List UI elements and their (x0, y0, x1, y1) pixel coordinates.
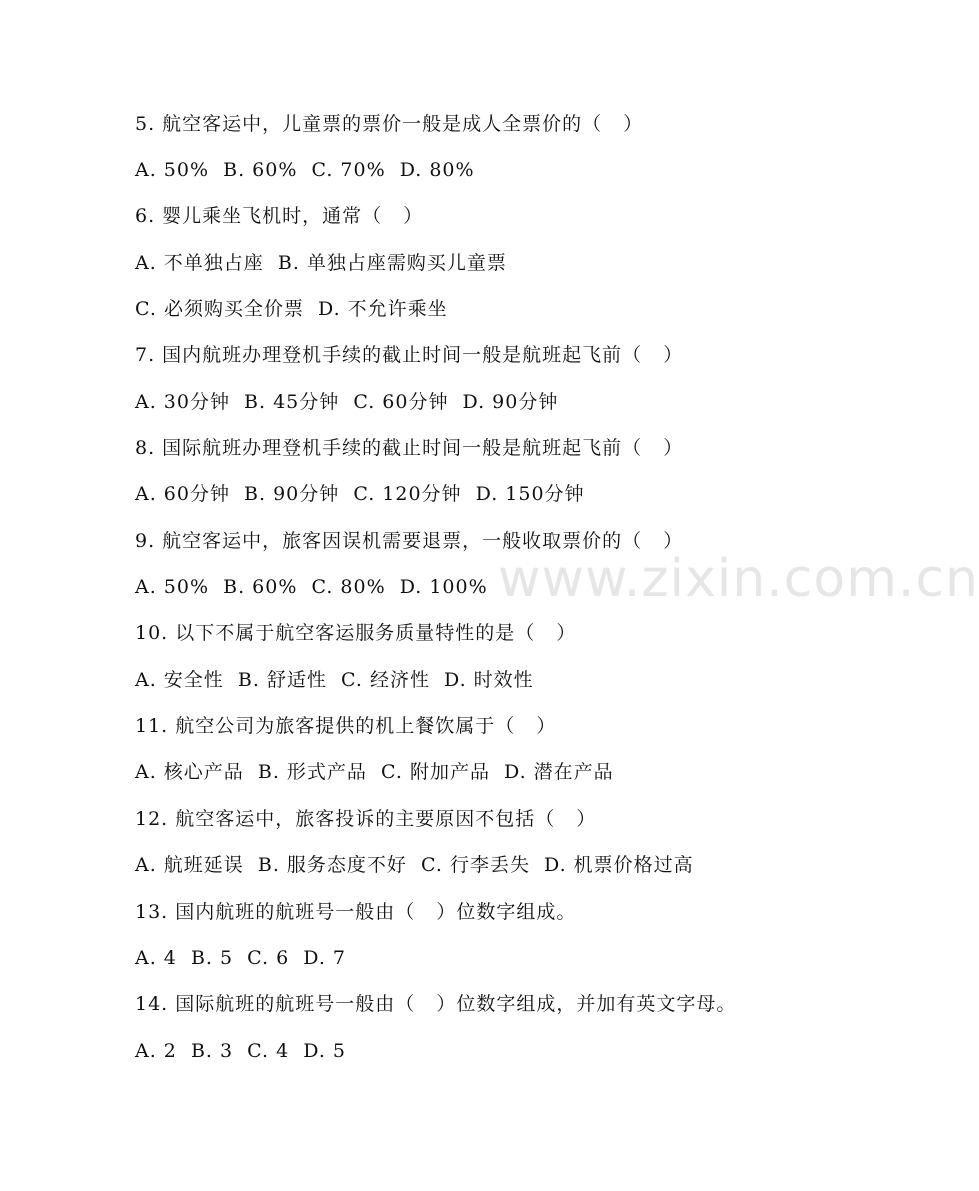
question-13-options: A. 4 B. 5 C. 6 D. 7 (135, 947, 347, 969)
question-14: 14. 国际航班的航班号一般由（ ）位数字组成，并加有英文字母。 (135, 993, 737, 1015)
question-7-options: A. 30分钟 B. 45分钟 C. 60分钟 D. 90分钟 (135, 391, 559, 413)
question-10: 10. 以下不属于航空客运服务质量特性的是（ ） (135, 622, 577, 644)
question-11: 11. 航空公司为旅客提供的机上餐饮属于（ ） (135, 715, 557, 737)
question-6-options-cd: C. 必须购买全价票 D. 不允许乘坐 (135, 298, 448, 320)
question-14-options: A. 2 B. 3 C. 4 D. 5 (135, 1040, 347, 1062)
question-8: 8. 国际航班办理登机手续的截止时间一般是航班起飞前（ ） (135, 437, 684, 459)
question-8-options: A. 60分钟 B. 90分钟 C. 120分钟 D. 150分钟 (135, 483, 585, 505)
question-10-options: A. 安全性 B. 舒适性 C. 经济性 D. 时效性 (135, 669, 534, 691)
question-5: 5. 航空客运中，儿童票的票价一般是成人全票价的（ ） (135, 113, 644, 135)
question-9-options: A. 50% B. 60% C. 80% D. 100% (135, 576, 488, 598)
question-6: 6. 婴儿乘坐飞机时，通常（ ） (135, 205, 424, 227)
question-12: 12. 航空客运中，旅客投诉的主要原因不包括（ ） (135, 808, 597, 830)
question-12-options: A. 航班延误 B. 服务态度不好 C. 行李丢失 D. 机票价格过高 (135, 854, 694, 876)
question-9: 9. 航空客运中，旅客因误机需要退票，一般收取票价的（ ） (135, 530, 684, 552)
question-11-options: A. 核心产品 B. 形式产品 C. 附加产品 D. 潜在产品 (135, 761, 614, 783)
question-6-options-ab: A. 不单独占座 B. 单独占座需购买儿童票 (135, 252, 507, 274)
watermark: www.zixin.com.cn (498, 549, 979, 609)
question-7: 7. 国内航班办理登机手续的截止时间一般是航班起飞前（ ） (135, 344, 684, 366)
question-13: 13. 国内航班的航班号一般由（ ）位数字组成。 (135, 901, 577, 923)
question-5-options: A. 50% B. 60% C. 70% D. 80% (135, 159, 475, 181)
